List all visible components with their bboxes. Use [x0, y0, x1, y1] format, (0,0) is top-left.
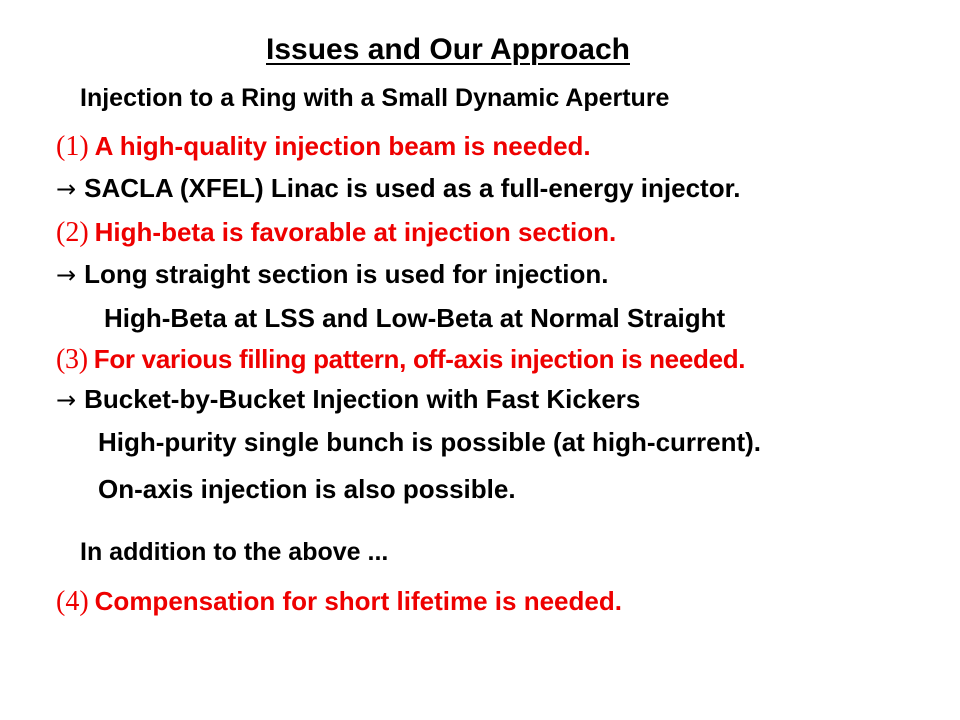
- issue-2-number: (2): [56, 217, 89, 248]
- issue-1-text: A high-quality injection beam is needed.: [94, 131, 591, 161]
- approach-2-text: Long straight section is used for injection.: [84, 259, 609, 289]
- issue-2: [56, 216, 616, 249]
- slide-title: Issues and Our Approach: [266, 33, 630, 66]
- issue-3: [56, 343, 745, 376]
- issue-3-number: (3): [56, 344, 88, 375]
- approach-3-text: Bucket-by-Bucket Injection with Fast Kickers: [84, 384, 641, 414]
- approach-1: [56, 172, 741, 205]
- right-arrow-icon: →: [56, 261, 77, 289]
- issue-4: [56, 585, 622, 618]
- issue-4-text: Compensation for short lifetime is needed.: [94, 586, 622, 616]
- addition-heading: In addition to the above ...: [80, 538, 389, 566]
- approach-2-note: High-Beta at LSS and Low-Beta at Normal Straight: [104, 303, 726, 333]
- issue-4-number: (4): [56, 586, 89, 617]
- approach-3-note-1: High-purity single bunch is possible (at high-current).: [98, 427, 762, 457]
- issue-2-text: High-beta is favorable at injection section.: [94, 217, 617, 247]
- issue-1-number: (1): [56, 131, 89, 162]
- slide-subtitle: Injection to a Ring with a Small Dynamic Aperture: [80, 84, 670, 112]
- right-arrow-icon: →: [56, 175, 77, 203]
- approach-1-text: SACLA (XFEL) Linac is used as a full-energy injector.: [84, 173, 741, 203]
- right-arrow-icon: →: [56, 386, 77, 414]
- approach-2: [56, 258, 609, 291]
- issue-3-text: For various filling pattern, off-axis injection is needed.: [93, 344, 746, 374]
- issue-1: [56, 130, 591, 163]
- approach-3: [56, 383, 640, 416]
- approach-3-note-2: On-axis injection is also possible.: [98, 474, 516, 504]
